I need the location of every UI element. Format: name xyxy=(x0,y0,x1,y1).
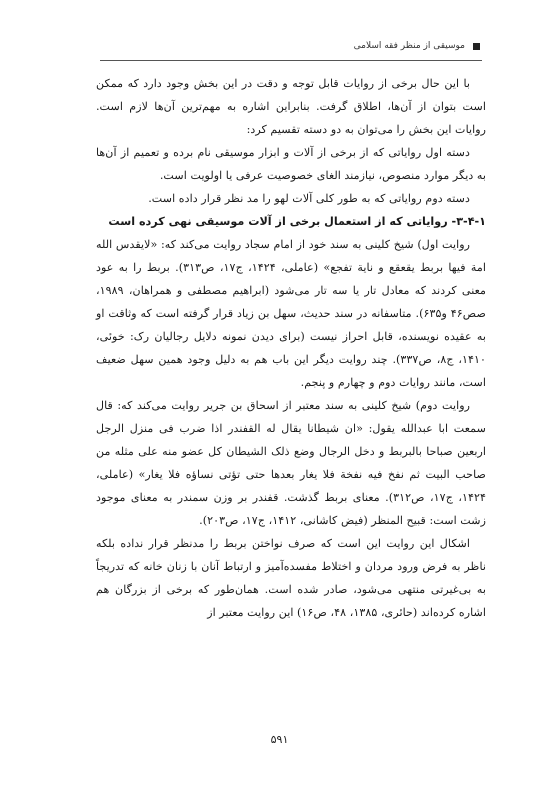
section-heading: ۳-۴-۱- روایاتی که از استعمال برخی از آلات موسیقی نهی کرده است xyxy=(108,215,486,228)
header-square-icon xyxy=(473,43,480,50)
page-number: ۵۹۱ xyxy=(270,733,289,746)
paragraph: اشکال این روایت این است که صرف نواختن بربط را مدنظر قرار نداده بلکه ناظر به فرض ورود مردان و اختلاط مفسده‌آمیز و ارتباط آنان با زنان خانه که تدریجاً به بی‌غیرتی منتهی می‌شود، صادر شده است. همان‌طور که برخی از بزرگان هم اشاره کرده‌اند (حائری، ۱۳۸۵، ۴۸، ص۱۶) این روایت معتبر از xyxy=(96,537,486,619)
body-text xyxy=(96,72,486,624)
paragraph: روایت اول) شیخ کلینی به سند خود از امام سجاد روایت می‌کند که: «لایقدس الله امة فیها بربط یقعقع و نایة تفجع» (عاملی، ۱۴۲۴، ج۱۷، ص۳۱۳). بربط را به عود معنی کردند که معادل تار یا سه تار می‌شود (ابراهیم مصطفی و همراهان، ۱۹۸۹، صص۴۶ و۶۳۵). متاسفانه در سند حدیث، سهل بن زیاد قرار گرفته است که وثاقت او به عقیده نویسنده، قابل احراز نیست (برای دیدن نمونه دلایل رجالیان رک: خوئی، ۱۴۱۰، ج۸، ص۳۳۷). چند روایت دیگر این باب هم به دلیل وجود همین سهل ضعیف است، مانند روایات دوم و چهارم و پنجم. xyxy=(96,238,487,389)
running-header xyxy=(100,36,480,56)
paragraph: با این حال برخی از روایات قابل توجه و دقت در این بخش وجود دارد که ممکن است بتوان از آن‌ها، اطلاق گرفت. بنابراین اشاره به مهم‌ترین آن‌ها لازم است. روایات این بخش را می‌توان به دو دسته تقسیم کرد: xyxy=(96,77,486,136)
paragraph: روایت دوم) شیخ کلینی به سند معتبر از اسحاق بن جریر روایت می‌کند که: قال سمعت ابا عبدالله یقول: «ان شیطانا یقال له القفندر اذا ضرب فی منزل الرجل اربعین صباحا بالبربط و دخل الرجال وضع ذلک الشیطان کل عضو منه علی مثله من صاحب البیت ثم نفخ فیه نفخة فلا یغار بعدها حتی تؤتی نساؤه فلا یغار» (عاملی، ۱۴۲۴، ج۱۷، ص۳۱۲). معنای بربط گذشت. قفندر بر وزن سمندر به معنای موجود زشت است: قبیح المنظر (فیض کاشانی، ۱۴۱۲، ج۱۷، ص۲۰۳). xyxy=(96,399,486,527)
paragraph: دسته اول روایاتی که از برخی از آلات و ابزار موسیقی نام برده و تعمیم از آن‌ها به دیگر موارد منصوص، نیازمند الغای خصوصیت عرفی یا اولویت است. xyxy=(96,146,486,182)
paragraph: دسته دوم روایاتی که به طور کلی آلات لهو را مد نظر قرار داده است. xyxy=(148,192,470,205)
running-title: موسیقی از منظر فقه اسلامی xyxy=(353,41,465,51)
header-divider xyxy=(100,60,482,61)
